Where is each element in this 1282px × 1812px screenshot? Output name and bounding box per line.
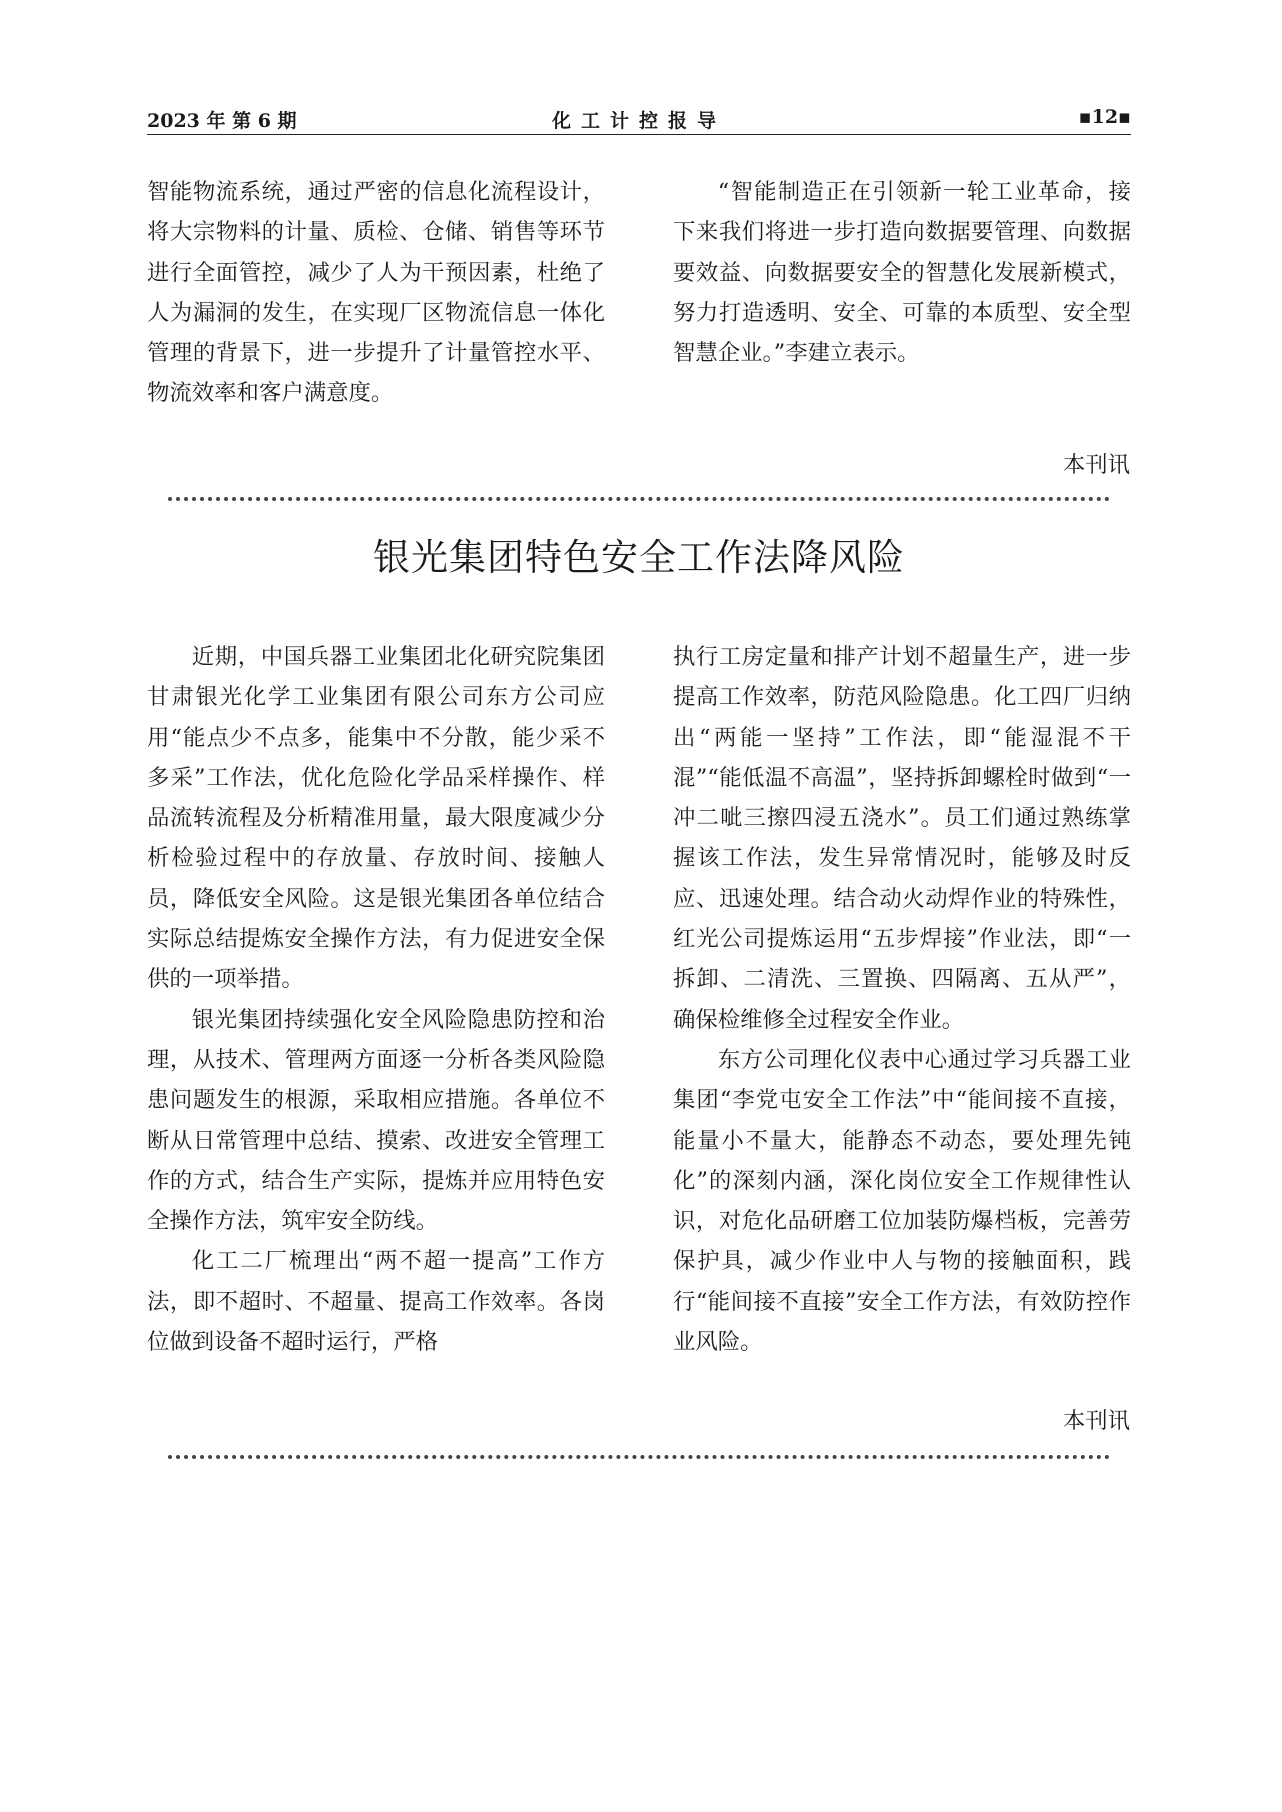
journal-name: 化工计控报导 bbox=[551, 110, 726, 132]
article-byline: 本刊讯 bbox=[1062, 1408, 1130, 1434]
dotted-separator bbox=[168, 1455, 1110, 1459]
page-number: ▪12▪ bbox=[1078, 106, 1131, 128]
dotted-separator bbox=[168, 497, 1110, 501]
article-paragraph: 东方公司理化仪表中心通过学习兵器工业集团“李党屯安全工作法”中“能间接不直接，能量小不量大，能静态不动态，要处理先钝化”的深刻内涵，深化岗位安全工作规律性认识，对危化品研磨工位加装防爆档板，完善劳保护具，减少作业中人与物的接触面积，践行“能间接不直接”安全工作方法，有效防控作业风险。 bbox=[673, 1046, 1131, 1356]
article-paragraph: 执行工房定量和排产计划不超量生产，进一步提高工作效率，防范风险隐患。化工四厂归纳出“两能一坚持”工作法，即“能湿混不干混”“能低温不高温”，坚持拆卸螺栓时做到“一冲二呲三擦四浸五浇水”。员工们通过熟练掌握该工作法，发生异常情况时，能够及时反应、迅速处理。结合动火动焊作业的特殊性，红光公司提炼运用“五步焊接”作业法，即“一拆卸、二清洗、三置换、四隔离、五从严”，确保检维修全过程安全作业。 bbox=[673, 644, 1131, 1033]
running-header bbox=[147, 104, 1131, 135]
article-paragraph: 化工二厂梳理出“两不超一提高”工作方法，即不超时、不超量、提高工作效率。各岗位做到设备不超时运行，严格 bbox=[147, 1248, 605, 1356]
prev-article-right-column bbox=[673, 172, 1131, 373]
prev-article-paragraph: “智能制造正在引领新一轮工业革命，接下来我们将进一步打造向数据要管理、向数据要效益、向数据要安全的智慧化发展新模式，努力打造透明、安全、可靠的本质型、安全型智慧企业。”李建立表示。 bbox=[673, 179, 1131, 367]
issue-label: 2023 年 第 6 期 bbox=[147, 110, 297, 132]
article-right-column bbox=[673, 637, 1131, 1362]
article-left-column bbox=[147, 637, 605, 1362]
article-title: 银光集团特色安全工作法降风险 bbox=[373, 536, 905, 579]
article-paragraph: 银光集团持续强化安全风险隐患防控和治理，从技术、管理两方面逐一分析各类风险隐患问题发生的根源，采取相应措施。各单位不断从日常管理中总结、摸索、改进安全管理工作的方式，结合生产实际，提炼并应用特色安全操作方法，筑牢安全防线。 bbox=[147, 1006, 605, 1235]
prev-article-left-column bbox=[147, 172, 605, 414]
prev-article-byline: 本刊讯 bbox=[1062, 452, 1130, 478]
article-paragraph: 近期，中国兵器工业集团北化研究院集团甘肃银光化学工业集团有限公司东方公司应用“能点少不点多，能集中不分散，能少采不多采”工作法，优化危险化学品采样操作、样品流转流程及分析精准用量，最大限度减少分析检验过程中的存放量、存放时间、接触人员，降低安全风险。这是银光集团各单位结合实际总结提炼安全操作方法，有力促进安全保供的一项举措。 bbox=[147, 644, 605, 993]
prev-article-paragraph: 智能物流系统，通过严密的信息化流程设计，将大宗物料的计量、质检、仓储、销售等环节进行全面管控，减少了人为干预因素，杜绝了人为漏洞的发生，在实现厂区物流信息一体化管理的背景下，进一步提升了计量管控水平、物流效率和客户满意度。 bbox=[147, 179, 605, 407]
